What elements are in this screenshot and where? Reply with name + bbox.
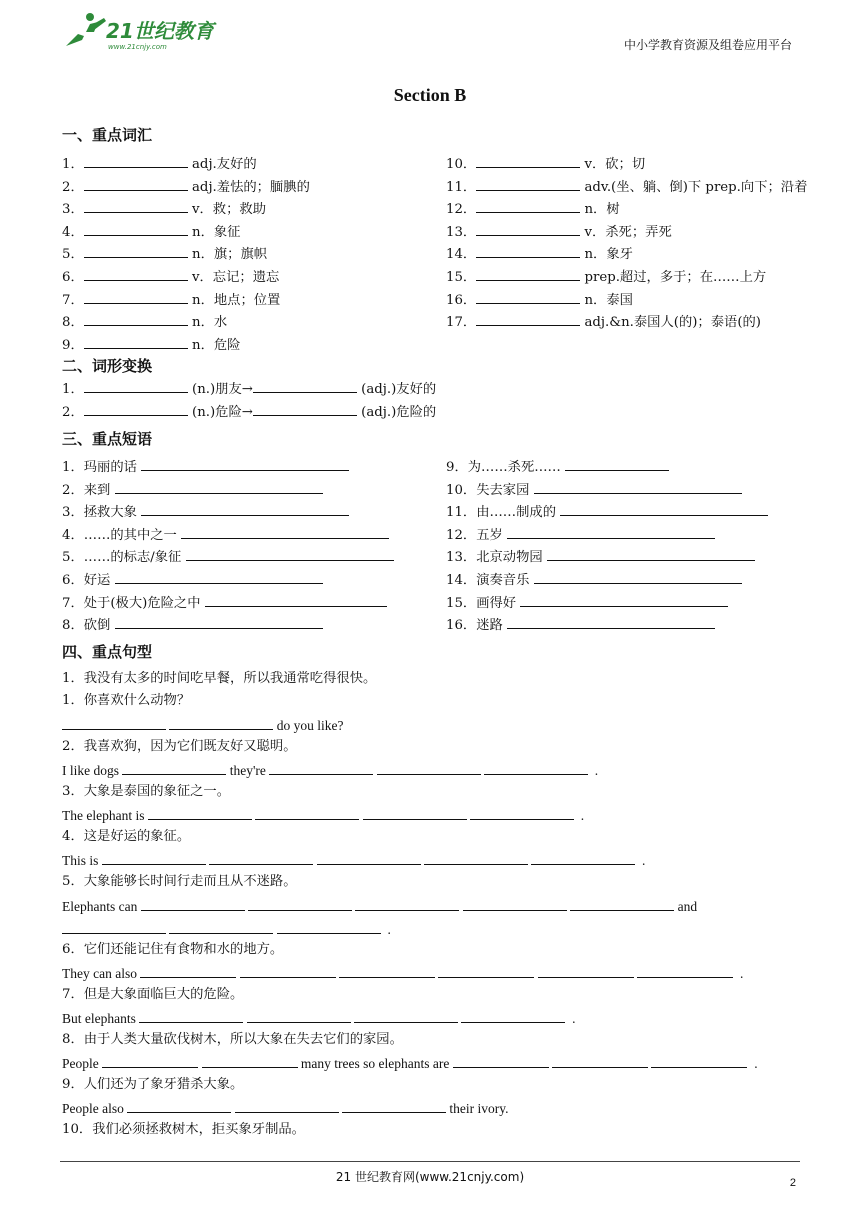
answer-blank[interactable] [476,267,580,281]
answer-blank[interactable] [538,964,634,978]
answer-blank[interactable] [240,964,336,978]
item-number: 3． [62,202,84,218]
phrase-item [62,615,323,635]
item-number: 2． [62,179,84,195]
vocab-item [446,267,766,287]
word-definition: prep.超过，多于；在……上方 [584,270,767,285]
phrase-prompt: 迷路 [476,618,503,634]
answer-blank[interactable] [534,570,742,584]
answer-blank[interactable] [209,851,313,865]
answer-blank[interactable] [507,525,715,539]
answer-blank[interactable] [476,222,580,236]
word-definition: n．地点；位置 [192,292,281,308]
answer-blank[interactable] [122,761,226,775]
word-definition: v．忘记；遗忘 [192,270,280,285]
sentence-text: and [677,899,698,914]
word-definition: v．砍；切 [584,157,646,172]
answer-blank[interactable] [139,1009,243,1023]
sentence-period: . [739,966,744,981]
sentence-cn: 2．我喜欢狗，因为它们既友好又聪明。 [62,739,297,754]
item-number: 2． [62,405,84,420]
answer-blank[interactable] [127,1099,231,1113]
word-form-row [62,379,436,399]
word-definition: adj.&n.泰国人(的)；泰语(的) [584,315,761,331]
answer-blank[interactable] [453,1054,549,1068]
phrase-item [62,480,323,500]
phrase-prompt: 来到 [83,482,111,498]
answer-blank[interactable] [84,312,188,326]
item-number: 4． [62,527,84,543]
answer-blank[interactable] [84,222,188,236]
vocab-item [62,244,267,264]
sentence-cn: 1．你喜欢什么动物？ [62,693,191,708]
answer-blank[interactable] [377,761,481,775]
word-definition: n．水 [192,315,228,331]
answer-blank[interactable] [484,761,588,775]
section-heading-phrases: 三、重点短语 [62,430,153,448]
sentence-text: People also [62,1101,124,1116]
item-number: 16． [446,292,477,308]
answer-blank[interactable] [269,761,373,775]
sentence-period: . [594,763,599,778]
answer-blank[interactable] [186,547,394,561]
page-number: 2 [789,1177,796,1189]
phrase-prompt: 砍倒 [83,618,111,634]
word-definition: n．泰国 [584,292,633,308]
word-definition: n．危险 [192,337,241,353]
phrase-item [62,547,394,567]
sentence-period: . [387,922,391,937]
item-number: 2． [62,482,84,498]
vocab-item [446,199,620,219]
phrase-prompt: 北京动物园 [476,550,543,566]
answer-blank[interactable] [470,806,574,820]
answer-blank[interactable] [531,851,635,865]
phrase-item [446,593,728,613]
sentence-cn: 5．大象能够长时间行走而且从不迷路。 [62,874,297,889]
sentence-cn: 3．大象是泰国的象征之一。 [62,784,231,799]
item-number: 12． [446,527,477,543]
word-definition: n．象征 [192,224,241,240]
phrase-item [62,457,349,477]
phrase-item [446,570,742,590]
answer-blank[interactable] [115,615,323,629]
item-number: 13． [446,224,477,240]
vocab-item [62,199,266,219]
item-number: 16． [446,618,477,634]
item-number: 9． [446,460,468,475]
answer-blank[interactable] [247,1009,351,1023]
vocab-item [446,312,761,332]
answer-blank[interactable] [354,1009,458,1023]
vocab-item [62,267,279,287]
sentence-period: . [642,853,646,868]
item-number: 17． [446,315,477,331]
answer-blank[interactable] [342,1099,446,1113]
answer-blank[interactable] [520,593,728,607]
sentence-cn: 9．人们还为了象牙猎杀大象。 [62,1077,244,1092]
sentence-en [62,851,645,870]
sentence-cn: 10．我们必须拯救树木，拒买象牙制品。 [62,1122,305,1137]
answer-blank[interactable] [424,851,528,865]
word-form-prompt: (adj.)友好的 [361,382,437,397]
answer-blank[interactable] [552,1054,648,1068]
vocab-item [446,222,672,242]
item-number: 3． [62,505,84,521]
answer-blank[interactable] [476,154,580,168]
answer-blank[interactable] [102,1054,198,1068]
vocab-item [446,154,645,174]
footer-site: 21 世纪教育网(www.21cnjy.com) [335,1170,525,1184]
sentence-period: . [572,1011,576,1026]
sentence-en [62,897,697,916]
answer-blank[interactable] [463,897,567,911]
phrase-item [446,615,715,635]
vocab-item [62,154,257,174]
item-number: 11． [446,505,477,521]
answer-blank[interactable] [140,964,236,978]
phrase-prompt: 玛丽的话 [83,460,137,475]
item-number: 8． [62,315,84,331]
vocab-item [446,290,633,310]
sentence-en [62,806,584,825]
answer-blank[interactable] [476,244,580,258]
item-number: 1． [62,460,84,475]
answer-blank[interactable] [62,716,166,730]
logo-url: www.21cnjy.com [108,43,167,51]
word-definition: adj.友好的 [192,157,257,172]
word-definition: v．杀死；弄死 [584,224,672,240]
sentence-text: The elephant is [62,808,145,823]
sentence-cn: 7．但是大象面临巨大的危险。 [62,987,244,1002]
phrase-prompt: 好运 [83,573,111,588]
item-number: 5． [62,550,84,566]
vocab-item [62,177,310,197]
word-definition: v．救；救助 [192,202,266,218]
item-number: 5． [62,247,84,263]
page-title: Section B [393,85,467,105]
platform-name: 中小学教育资源及组卷应用平台 [623,38,792,52]
item-number: 1． [62,157,84,172]
answer-blank[interactable] [534,480,742,494]
sentence-en [62,964,743,983]
sentence-cn: 6．它们还能记住有食物和水的地方。 [62,942,284,957]
sentence-en [62,716,344,735]
sentence-text: their ivory. [449,1101,509,1116]
phrase-prompt: ……的其中之一 [83,527,177,543]
item-number: 10． [446,482,477,498]
sentence-en [62,761,598,780]
answer-blank[interactable] [115,570,323,584]
answer-blank[interactable] [253,379,357,393]
word-definition: n．象牙 [584,247,633,263]
answer-blank[interactable] [115,480,323,494]
word-definition: adj.羞怯的；腼腆的 [192,179,310,195]
answer-blank[interactable] [461,1009,565,1023]
answer-blank[interactable] [476,199,580,213]
word-form-prompt: (n.)危险→ [192,405,253,420]
logo-text: 21世纪教育 [106,19,214,43]
item-number: 12． [446,202,477,218]
answer-blank[interactable] [565,457,669,471]
sentence-text: This is [62,853,99,868]
vocab-item [446,177,807,197]
phrase-item [446,547,755,567]
vocab-item [62,312,227,332]
item-number: 6． [62,573,84,588]
answer-blank[interactable] [560,502,768,516]
answer-blank[interactable] [84,402,188,416]
site-logo [60,10,220,52]
answer-blank[interactable] [141,897,245,911]
answer-blank[interactable] [84,199,188,213]
sentence-cn: 1．我没有太多的时间吃早餐，所以我通常吃得很快。 [62,671,377,686]
sentence-text: they're [229,763,266,778]
item-number: 9． [62,337,84,353]
sentence-en [62,1054,758,1073]
word-definition: n．旗；旗帜 [192,247,268,263]
item-number: 14． [446,247,477,263]
phrase-item [62,570,323,590]
answer-blank[interactable] [84,177,188,191]
answer-blank[interactable] [476,177,580,191]
phrase-item [62,525,389,545]
answer-blank[interactable] [148,806,252,820]
sentence-en [62,1009,576,1028]
answer-blank[interactable] [84,154,188,168]
section-heading-word-forms: 二、词形变换 [62,357,153,375]
answer-blank[interactable] [169,716,273,730]
section-heading-sentences: 四、重点句型 [62,643,153,661]
vocab-item [446,244,633,264]
answer-blank[interactable] [205,593,387,607]
answer-blank[interactable] [476,312,580,326]
answer-blank[interactable] [181,525,389,539]
section-heading-vocab: 一、重点词汇 [62,126,153,144]
answer-blank[interactable] [84,244,188,258]
phrase-prompt: 处于(极大)危险之中 [83,595,201,611]
phrase-prompt: 由……制成的 [476,505,556,521]
word-definition: adv.(坐、躺、倒)下 prep.向下；沿着 [584,179,808,195]
answer-blank[interactable] [141,502,349,516]
item-number: 7． [62,595,84,611]
answer-blank[interactable] [84,335,188,349]
phrase-item [446,457,669,477]
phrase-item [446,502,768,522]
item-number: 7． [62,292,84,308]
answer-blank[interactable] [84,290,188,304]
sentence-text: People [62,1056,99,1071]
sentence-text: But elephants [62,1011,136,1026]
sentence-text: many trees so elephants are [300,1056,450,1071]
phrase-prompt: 失去家园 [476,482,530,498]
answer-blank[interactable] [339,964,435,978]
answer-blank[interactable] [651,1054,747,1068]
word-definition: n．树 [584,202,620,218]
answer-blank[interactable] [255,806,359,820]
phrase-prompt: 画得好 [476,595,517,611]
answer-blank[interactable] [355,897,459,911]
sentence-period: . [580,808,585,823]
item-number: 6． [62,270,84,285]
sentence-text: They can also [62,966,137,981]
answer-blank[interactable] [62,920,166,934]
phrase-item [62,502,349,522]
phrase-item [446,525,715,545]
answer-blank[interactable] [476,290,580,304]
vocab-item [62,290,280,310]
vocab-item [62,222,240,242]
answer-blank[interactable] [277,920,381,934]
sentence-period: . [754,1056,758,1071]
item-number: 15． [446,595,477,611]
vocab-item [62,335,240,355]
answer-blank[interactable] [84,379,188,393]
item-number: 15． [446,270,477,285]
item-number: 1． [62,382,84,397]
word-form-prompt: (n.)朋友→ [192,382,253,397]
sentence-en-continued [62,920,391,939]
item-number: 14． [446,573,477,588]
sentence-cn: 8．由于人类大量砍伐树木，所以大象在失去它们的家园。 [62,1032,403,1047]
answer-blank[interactable] [169,920,273,934]
answer-blank[interactable] [141,457,349,471]
answer-blank[interactable] [253,402,357,416]
item-number: 4． [62,224,84,240]
phrase-item [62,593,387,613]
sentence-text: do you like? [276,718,344,733]
sentence-text: Elephants can [62,899,138,914]
phrase-prompt: 五岁 [476,527,503,543]
answer-blank[interactable] [438,964,534,978]
item-number: 11． [446,179,477,195]
item-number: 8． [62,618,84,634]
answer-blank[interactable] [547,547,755,561]
answer-blank[interactable] [570,897,674,911]
answer-blank[interactable] [84,267,188,281]
phrase-prompt: 演奏音乐 [476,573,530,588]
phrase-prompt: 为……杀死…… [467,460,561,475]
answer-blank[interactable] [202,1054,298,1068]
item-number: 13． [446,550,477,566]
phrase-item [446,480,742,500]
sentence-text: I like dogs [62,763,119,778]
phrase-prompt: ……的标志/象征 [83,550,182,566]
answer-blank[interactable] [248,897,352,911]
sentence-en [62,1099,508,1118]
answer-blank[interactable] [363,806,467,820]
answer-blank[interactable] [235,1099,339,1113]
answer-blank[interactable] [637,964,733,978]
answer-blank[interactable] [507,615,715,629]
word-form-prompt: (adj.)危险的 [361,405,437,420]
word-form-row [62,402,436,422]
answer-blank[interactable] [317,851,421,865]
answer-blank[interactable] [102,851,206,865]
footer-divider [60,1161,800,1162]
sentence-cn: 4．这是好运的象征。 [62,829,191,844]
phrase-prompt: 拯救大象 [83,505,137,521]
item-number: 10． [446,157,477,172]
